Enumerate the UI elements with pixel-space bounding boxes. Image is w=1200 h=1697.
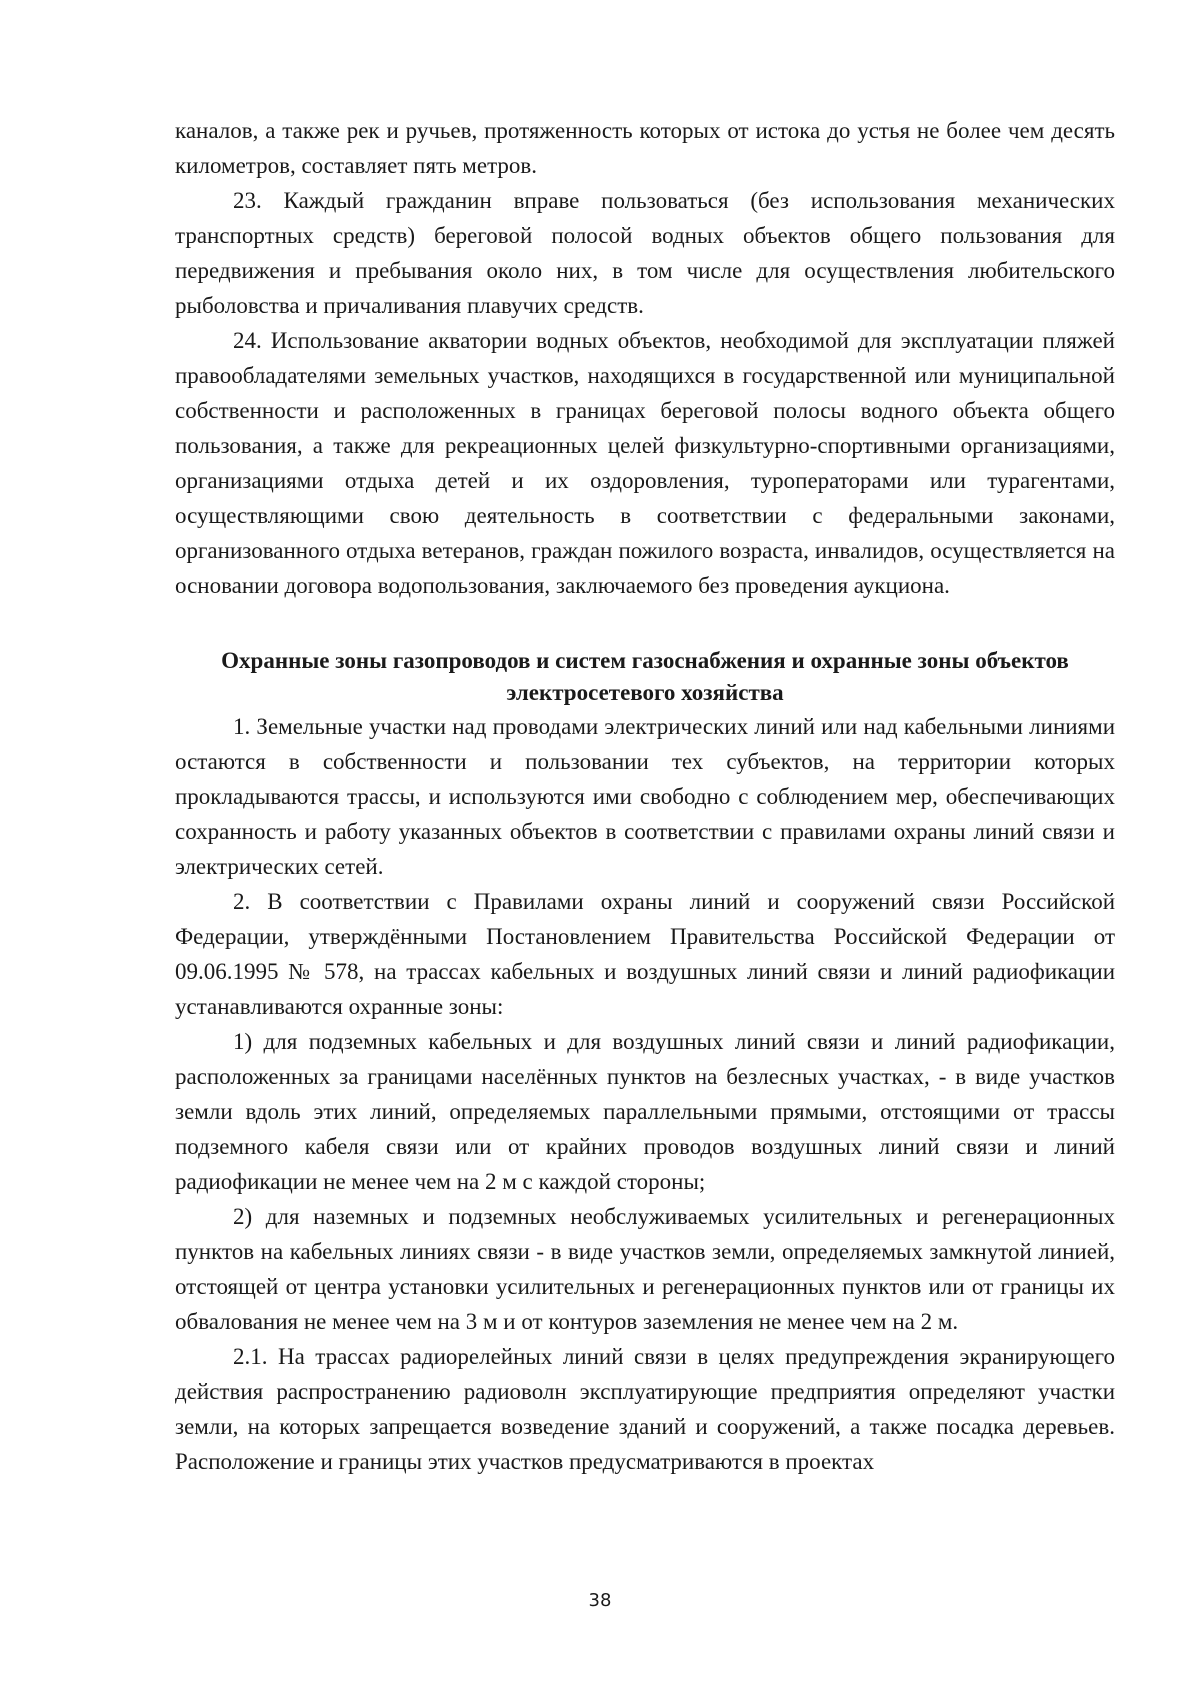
- text-column: [175, 113, 1115, 1479]
- section-heading: Охранные зоны газопроводов и систем газоснабжения и охранные зоны объектов электросетевого хозяйства: [221, 648, 1069, 705]
- paragraph-2-item-2: 2) для наземных и подземных необслуживаемых усилительных и регенерационных пунктов на кабельных линиях связи - в виде участков земли, определяемых замкнутой линией, отстоящей от центра установки усилительных и регенерационных пунктов или от границы их обвалования не менее чем на 3 м и от контуров заземления не менее чем на 2 м.: [175, 1204, 1115, 1334]
- paragraph-2-1: 2.1. На трассах радиорелейных линий связи в целях предупреждения экранирующего действия распространению радиоволн эксплуатирующие предприятия определяют участки земли, на которых запрещается возведение зданий и сооружений, а также посадка деревьев. Расположение и границы этих участков предусматриваются в проектах: [175, 1344, 1115, 1474]
- paragraph-1: 1. Земельные участки над проводами электрических линий или над кабельными линиями остаются в собственности и пользовании тех субъектов, на территории которых прокладываются трассы, и используются ими свободно с соблюдением мер, обеспечивающих сохранность и работу указанных объектов в соответствии с правилами охраны линий связи и электрических сетей.: [175, 714, 1115, 879]
- paragraph-2-item-1: 1) для подземных кабельных и для воздушных линий связи и линий радиофикации, расположенных за границами населённых пунктов на безлесных участках, - в виде участков земли вдоль этих линий, определяемых параллельными прямыми, отстоящими от трассы подземного кабеля связи или от крайних проводов воздушных линий связи и линий радиофикации не менее чем на 2 м с каждой стороны;: [175, 1029, 1115, 1194]
- paragraph-23: 23. Каждый гражданин вправе пользоваться (без использования механических транспортных средств) береговой полосой водных объектов общего пользования для передвижения и пребывания около них, в том числе для осуществления любительского рыболовства и причаливания плавучих средств.: [175, 188, 1115, 318]
- paragraph-continuation: каналов, а также рек и ручьев, протяженность которых от истока до устья не более чем десять километров, составляет пять метров.: [175, 118, 1115, 178]
- paragraph-2: 2. В соответствии с Правилами охраны линий и сооружений связи Российской Федерации, утверждёнными Постановлением Правительства Российской Федерации от 09.06.1995 № 578, на трассах кабельных и воздушных линий связи и линий радиофикации устанавливаются охранные зоны:: [175, 889, 1115, 1019]
- page-number: 38: [588, 1590, 612, 1611]
- paragraph-24: 24. Использование акватории водных объектов, необходимой для эксплуатации пляжей правообладателями земельных участков, находящихся в государственной или муниципальной собственности и расположенных в границах береговой полосы водного объекта общего пользования, а также для рекреационных целей физкультурно-спортивными организациями, организациями отдыха детей и их оздоровления, туроператорами или турагентами, осуществляющими свою деятельность в соответствии с федеральными законами, организованного отдыха ветеранов, граждан пожилого возраста, инвалидов, осуществляется на основании договора водопользования, заключаемого без проведения аукциона.: [175, 328, 1115, 598]
